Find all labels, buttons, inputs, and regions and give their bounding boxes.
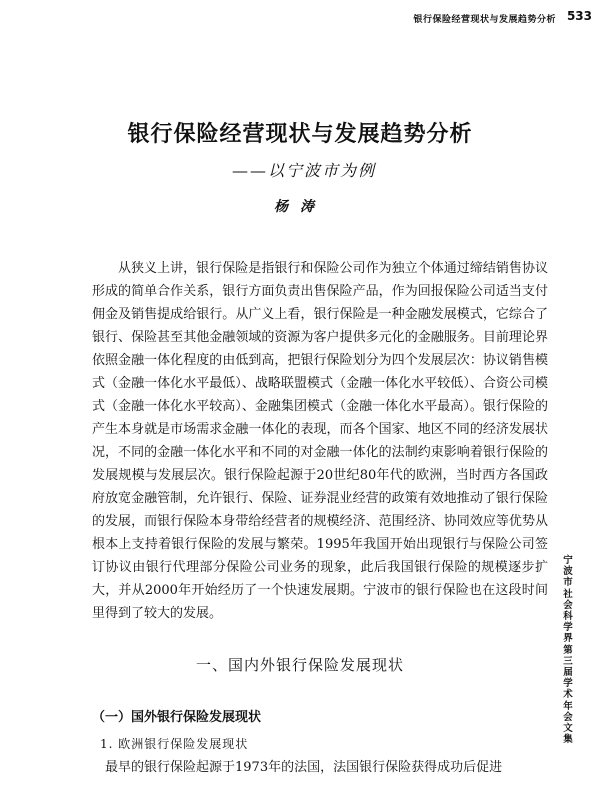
article-title: 银行保险经营现状与发展趋势分析: [127, 121, 473, 147]
article-author: 杨涛: [274, 199, 326, 215]
intro-paragraph: 从狭义上讲，银行保险是指银行和保险公司作为独立个体通过缔结销售协议形成的简单合作关系，银行方面负责出售保险产品，作为回报保险公司适当支付佣金及销售提成给银行。从广义上看，银行保险是一种金融发展模式，它综合了银行、保险甚至其他金融领域的资源为客户提供多元化的金融服务。目前理论界依照金融一体化程度的由低到高，把银行保险划分为四个发展层次：协议销售模式（金融一体化水平最低）、战略联盟模式（金融一体化水平较低）、合资公司模式（金融一体化水平较高）、金融集团模式（金融一体化水平最高）。银行保险的产生本身就是市场需求金融一体化的表现，而各个国家、地区不同的经济发展状况，不同的金融一体化水平和不同的对金融一体化的法制约束影响着银行保险的发展规模与发展层次。银行保险起源于20世纪80年代的欧洲，当时西方各国政府放宽金融管制，允许银行、保险、证券混业经营的政策有效地推动了银行保险的发展，而银行保险本身带给经营者的规模经济、范围经济、协同效应等优势从根本上支持着银行保险的发展与繁荣。1995年我国开始出现银行与保险公司签订协议由银行代理部分保险公司业务的现象，此后我国银行保险的规模逐步扩大，并从2000年开始经历了一个快速发展期。宁波市的银行保险也在这段时间里得到了较大的发展。: [92, 261, 548, 621]
page-number: 533: [566, 9, 592, 23]
section-heading: 一、国内外银行保险发展现状: [195, 656, 404, 674]
running-head: 银行保险经营现状与发展趋势分析: [413, 15, 556, 25]
side-note: 宁波市社会科学界第三届学术年会文集: [563, 555, 573, 746]
article-subtitle: ——以宁波市为例: [232, 161, 377, 180]
last-paragraph: 最早的银行保险起源于1973年的法国，法国银行保险获得成功后促进: [105, 760, 503, 775]
subsubsection-heading: 1. 欧洲银行保险发展现状: [100, 737, 249, 751]
subsection-heading: （一）国外银行保险发展现状: [92, 710, 262, 725]
